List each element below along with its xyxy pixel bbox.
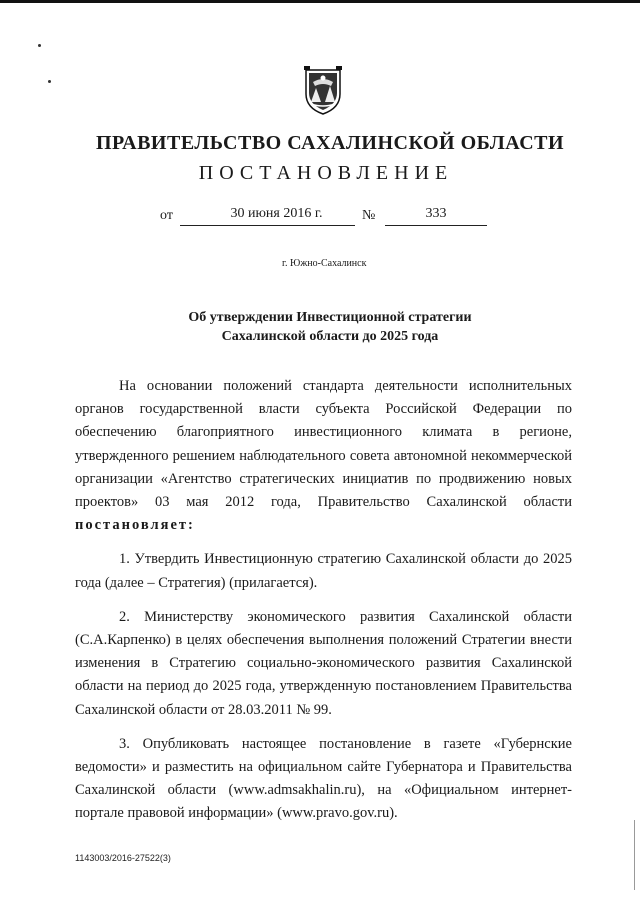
city-name: г. Южно-Сахалинск xyxy=(282,258,367,269)
date-number-line xyxy=(0,206,640,232)
subject-line-1: Об утверждении Инвестиционной стратегии xyxy=(188,310,472,325)
preamble-text: На основании положений стандарта деятельности исполнительных органов государственной власти субъекта Российской Федерации по обеспечению благоприятного инвестиционного климата в регионе, утвержденного решением наблюдательного совета автономной некоммерческой организации «Агентство стратегических инициатив по продвижению новых проектов» 03 мая 2012 года, Правительство Сахалинской области xyxy=(75,378,572,511)
document-number: 333 xyxy=(385,206,487,226)
scan-speck xyxy=(38,44,41,47)
scan-speck xyxy=(48,80,51,83)
date-value: 30 июня 2016 г. xyxy=(180,206,355,226)
paragraph-3: 3. Опубликовать настоящее постановление в газете «Губернские ведомости» и разместить на официальном сайте Губернатора и Правительства Сахалинской области (www.admsakhalin.ru), на «Официальном интернет-портале правовой информации» (www.pravo.gov.ru). xyxy=(75,735,572,822)
subject-line-2: Сахалинской области до 2025 года xyxy=(221,329,439,344)
top-border-line xyxy=(0,0,640,3)
date-prefix: от xyxy=(160,208,173,223)
paragraph-1: 1. Утвердить Инвестиционную стратегию Сахалинской области до 2025 года (далее – Стратегия) (прилагается). xyxy=(75,551,572,591)
number-sign: № xyxy=(362,208,376,223)
document-type: ПОСТАНОВЛЕНИЕ xyxy=(198,162,454,184)
paragraph-2: 2. Министерству экономического развития Сахалинской области (С.А.Карпенко) в целях обеспечения выполнения положений Стратегии внести изменения в Стратегию социально-экономического развития Сахалинской области на период до 2025 года, утвержденную постановлением Правительства Сахалинской области от 28.03.2011 № 99. xyxy=(75,608,572,718)
government-title: ПРАВИТЕЛЬСТВО САХАЛИНСКОЙ ОБЛАСТИ xyxy=(95,132,565,154)
document-code: 1143003/2016-27522(3) xyxy=(75,853,171,863)
coat-of-arms-icon xyxy=(303,64,343,116)
document-body xyxy=(75,375,572,837)
paragraph-preamble xyxy=(75,375,572,537)
document-subject xyxy=(0,308,640,346)
scan-edge-mark xyxy=(634,820,635,890)
resolves-keyword: постановляет: xyxy=(75,517,195,534)
